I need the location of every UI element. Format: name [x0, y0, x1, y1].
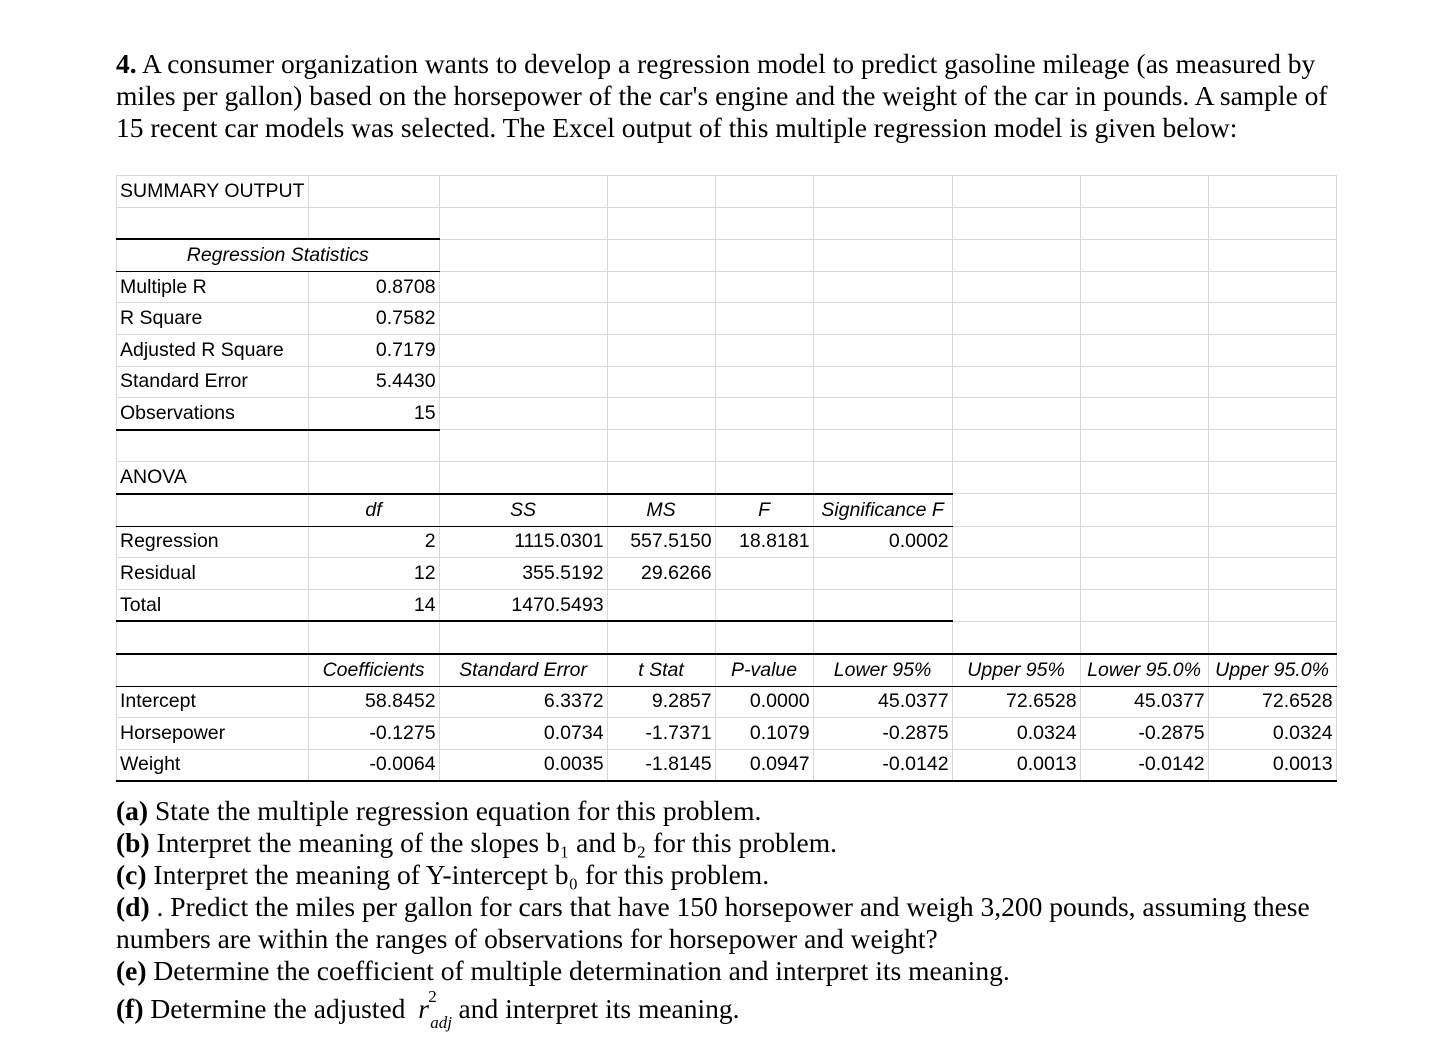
- coef-header: Lower 95%: [813, 654, 952, 686]
- empty-cell: [1208, 303, 1336, 335]
- question-text: Interpret the meaning of Y-intercept b₀ for this problem.: [153, 859, 770, 890]
- empty-cell: [607, 366, 715, 398]
- empty-cell: [952, 621, 1080, 654]
- empty-cell: [1208, 271, 1336, 303]
- stat-value: 0.8708: [308, 271, 439, 303]
- coef-header: Upper 95%: [952, 654, 1080, 686]
- anova-header: Significance F: [813, 494, 952, 526]
- empty-cell: [952, 334, 1080, 366]
- empty-cell: [439, 366, 607, 398]
- empty-cell: [952, 303, 1080, 335]
- empty-cell: [813, 621, 952, 654]
- empty-cell: [715, 366, 813, 398]
- anova-header: F: [715, 494, 813, 526]
- coef-value: -1.8145: [607, 749, 715, 781]
- anova-source-label: Residual: [117, 558, 309, 590]
- coef-value: -0.2875: [1080, 718, 1208, 750]
- empty-cell: [813, 366, 952, 398]
- superscript: 2: [428, 987, 437, 1006]
- stat-row: [117, 334, 1337, 366]
- empty-cell: [813, 462, 952, 494]
- coef-value: 9.2857: [607, 686, 715, 718]
- empty-cell: [607, 207, 715, 239]
- coef-header: Coefficients: [308, 654, 439, 686]
- coef-value: 45.0377: [1080, 686, 1208, 718]
- question-text: . Predict the miles per gallon for cars that have 150 horsepower and weigh 3,200 pounds, assuming these numbers are within the ranges of observations for horsepower and weight?: [116, 891, 1310, 954]
- question-f: [116, 987, 1346, 1032]
- coefficients-header-row: [117, 654, 1337, 686]
- question-b: [116, 827, 1346, 859]
- empty-cell: [308, 462, 439, 494]
- coef-value: -0.2875: [813, 718, 952, 750]
- empty-cell: [813, 239, 952, 271]
- coef-value: 0.0000: [715, 686, 813, 718]
- empty-cell: [439, 207, 607, 239]
- sheet-row: [117, 176, 1337, 208]
- stat-label: Observations: [117, 398, 309, 430]
- empty-cell: [439, 334, 607, 366]
- question-d: [116, 891, 1346, 955]
- anova-df: 2: [308, 526, 439, 558]
- empty-cell: [439, 462, 607, 494]
- coef-value: 6.3372: [439, 686, 607, 718]
- empty-cell: [813, 271, 952, 303]
- anova-header: SS: [439, 494, 607, 526]
- stat-value: 5.4430: [308, 366, 439, 398]
- empty-cell: [1208, 207, 1336, 239]
- sheet-row: [117, 207, 1337, 239]
- empty-cell: [952, 430, 1080, 462]
- anova-header: MS: [607, 494, 715, 526]
- empty-cell: [1208, 462, 1336, 494]
- anova-header: df: [308, 494, 439, 526]
- empty-cell: [607, 462, 715, 494]
- empty-cell: [439, 398, 607, 430]
- empty-cell: [952, 589, 1080, 621]
- empty-cell: [1208, 239, 1336, 271]
- anova-ms: 557.5150: [607, 526, 715, 558]
- anova-row: [117, 558, 1337, 590]
- empty-cell: [1208, 398, 1336, 430]
- question-c: [116, 859, 1346, 891]
- anova-ss: 355.5192: [439, 558, 607, 590]
- empty-cell: [607, 334, 715, 366]
- empty-cell: [607, 303, 715, 335]
- empty-cell: [1208, 176, 1336, 208]
- empty-cell: [715, 239, 813, 271]
- empty-cell: [1080, 271, 1208, 303]
- empty-cell: [607, 589, 715, 621]
- coef-value: -0.0064: [308, 749, 439, 781]
- empty-cell: [952, 176, 1080, 208]
- empty-cell: [715, 621, 813, 654]
- empty-cell: [1080, 526, 1208, 558]
- empty-cell: [813, 334, 952, 366]
- anova-title: ANOVA: [117, 462, 309, 494]
- empty-cell: [1080, 589, 1208, 621]
- coef-value: 0.0013: [952, 749, 1080, 781]
- empty-cell: [813, 207, 952, 239]
- empty-cell: [439, 621, 607, 654]
- empty-cell: [952, 239, 1080, 271]
- empty-cell: [952, 462, 1080, 494]
- anova-df: 14: [308, 589, 439, 621]
- coef-value: 0.1079: [715, 718, 813, 750]
- question-text: State the multiple regression equation for this problem.: [154, 795, 762, 826]
- empty-cell: [813, 303, 952, 335]
- coef-value: 58.8452: [308, 686, 439, 718]
- coef-value: 0.0947: [715, 749, 813, 781]
- empty-cell: [1208, 558, 1336, 590]
- empty-cell: [607, 430, 715, 462]
- empty-cell: [1080, 494, 1208, 526]
- stat-row: [117, 303, 1337, 335]
- r-squared-adj-symbol: [418, 987, 453, 1032]
- coef-row: [117, 749, 1337, 781]
- question-text: Determine the coefficient of multiple determination and interpret its meaning.: [153, 955, 1010, 986]
- anova-ss: 1470.5493: [439, 589, 607, 621]
- empty-cell: [952, 494, 1080, 526]
- empty-cell: [1208, 430, 1336, 462]
- problem-statement: [116, 48, 1346, 144]
- empty-cell: [952, 398, 1080, 430]
- problem-text: A consumer organization wants to develop a regression model to predict gasoline mileage (as measured by miles per gallon) based on the horsepower of the car's engine and the weight of the car in pounds. A sample of 15 recent car models was selected. The Excel output of this multiple regression model is given below:: [116, 48, 1328, 143]
- anova-f: 18.8181: [715, 526, 813, 558]
- empty-cell: [715, 334, 813, 366]
- empty-cell: [1208, 334, 1336, 366]
- sheet-row: [117, 430, 1337, 462]
- anova-ms: 29.6266: [607, 558, 715, 590]
- empty-cell: [1080, 334, 1208, 366]
- coef-value: 0.0324: [952, 718, 1080, 750]
- empty-cell: [1080, 207, 1208, 239]
- empty-cell: [952, 207, 1080, 239]
- coef-header: P-value: [715, 654, 813, 686]
- empty-cell: [439, 430, 607, 462]
- empty-cell: [117, 654, 309, 686]
- stat-row: [117, 398, 1337, 430]
- empty-cell: [607, 271, 715, 303]
- regression-statistics-header-row: [117, 239, 1337, 271]
- coef-value: 0.0035: [439, 749, 607, 781]
- stat-row: [117, 366, 1337, 398]
- coef-header: Upper 95.0%: [1208, 654, 1336, 686]
- coef-value: 45.0377: [813, 686, 952, 718]
- empty-cell: [715, 303, 813, 335]
- sheet-row: [117, 621, 1337, 654]
- empty-cell: [1208, 366, 1336, 398]
- empty-cell: [715, 430, 813, 462]
- anova-source-label: Total: [117, 589, 309, 621]
- problem-number: 4.: [116, 48, 137, 79]
- empty-cell: [308, 430, 439, 462]
- coef-label: Intercept: [117, 686, 309, 718]
- empty-cell: [715, 558, 813, 590]
- coef-value: -1.7371: [607, 718, 715, 750]
- anova-row: [117, 589, 1337, 621]
- question-list: [116, 795, 1346, 1032]
- empty-cell: [715, 271, 813, 303]
- coef-value: -0.0142: [813, 749, 952, 781]
- question-e: [116, 955, 1346, 987]
- coef-label: Horsepower: [117, 718, 309, 750]
- question-label: (d): [116, 891, 150, 922]
- empty-cell: [813, 589, 952, 621]
- anova-significance-f: 0.0002: [813, 526, 952, 558]
- empty-cell: [715, 398, 813, 430]
- empty-cell: [308, 207, 439, 239]
- empty-cell: [952, 558, 1080, 590]
- empty-cell: [715, 462, 813, 494]
- empty-cell: [439, 271, 607, 303]
- empty-cell: [439, 239, 607, 271]
- empty-cell: [715, 207, 813, 239]
- anova-title-row: [117, 462, 1337, 494]
- empty-cell: [1080, 239, 1208, 271]
- empty-cell: [1208, 526, 1336, 558]
- stat-value: 0.7582: [308, 303, 439, 335]
- coef-row: [117, 718, 1337, 750]
- stat-label: Multiple R: [117, 271, 309, 303]
- empty-cell: [952, 526, 1080, 558]
- question-label: (e): [116, 955, 147, 986]
- coef-value: 0.0324: [1208, 718, 1336, 750]
- stat-label: Adjusted R Square: [117, 334, 309, 366]
- coef-header: Lower 95.0%: [1080, 654, 1208, 686]
- regression-statistics-heading: Regression Statistics: [117, 239, 440, 271]
- question-label: (b): [116, 827, 150, 858]
- coef-header: Standard Error: [439, 654, 607, 686]
- coef-value: 0.0013: [1208, 749, 1336, 781]
- coef-value: 72.6528: [1208, 686, 1336, 718]
- question-text: Interpret the meaning of the slopes b₁ and b₂ for this problem.: [156, 827, 838, 858]
- empty-cell: [813, 430, 952, 462]
- stat-label: Standard Error: [117, 366, 309, 398]
- stat-row: [117, 271, 1337, 303]
- empty-cell: [308, 176, 439, 208]
- coef-value: 72.6528: [952, 686, 1080, 718]
- empty-cell: [117, 621, 309, 654]
- empty-cell: [952, 271, 1080, 303]
- coef-value: -0.1275: [308, 718, 439, 750]
- empty-cell: [1080, 176, 1208, 208]
- empty-cell: [308, 621, 439, 654]
- empty-cell: [117, 494, 309, 526]
- empty-cell: [117, 430, 309, 462]
- subscript: adj: [430, 1013, 453, 1032]
- empty-cell: [607, 621, 715, 654]
- empty-cell: [952, 366, 1080, 398]
- empty-cell: [715, 589, 813, 621]
- question-text: and interpret its meaning.: [458, 993, 740, 1024]
- empty-cell: [439, 176, 607, 208]
- question-a: [116, 795, 1346, 827]
- empty-cell: [1080, 558, 1208, 590]
- empty-cell: [439, 303, 607, 335]
- summary-output-title: SUMMARY OUTPUT: [117, 176, 309, 208]
- empty-cell: [813, 176, 952, 208]
- empty-cell: [1208, 621, 1336, 654]
- empty-cell: [1080, 430, 1208, 462]
- coef-row: [117, 686, 1337, 718]
- empty-cell: [1080, 621, 1208, 654]
- empty-cell: [813, 558, 952, 590]
- empty-cell: [607, 398, 715, 430]
- empty-cell: [715, 176, 813, 208]
- empty-cell: [1080, 398, 1208, 430]
- empty-cell: [1080, 303, 1208, 335]
- stat-value: 15: [308, 398, 439, 430]
- anova-row: [117, 526, 1337, 558]
- anova-ss: 1115.0301: [439, 526, 607, 558]
- question-text: Determine the adjusted: [150, 993, 406, 1024]
- anova-source-label: Regression: [117, 526, 309, 558]
- coef-header: t Stat: [607, 654, 715, 686]
- coef-value: -0.0142: [1080, 749, 1208, 781]
- coef-value: 0.0734: [439, 718, 607, 750]
- empty-cell: [607, 239, 715, 271]
- empty-cell: [813, 398, 952, 430]
- coef-label: Weight: [117, 749, 309, 781]
- empty-cell: [1080, 462, 1208, 494]
- r-symbol: r: [418, 993, 429, 1024]
- empty-cell: [1208, 494, 1336, 526]
- empty-cell: [1080, 366, 1208, 398]
- anova-header-row: [117, 494, 1337, 526]
- excel-summary-output: [116, 175, 1337, 782]
- question-label: (a): [116, 795, 149, 826]
- stat-label: R Square: [117, 303, 309, 335]
- empty-cell: [117, 207, 309, 239]
- stat-value: 0.7179: [308, 334, 439, 366]
- question-label: (c): [116, 859, 147, 890]
- empty-cell: [607, 176, 715, 208]
- anova-df: 12: [308, 558, 439, 590]
- question-label: (f): [116, 993, 144, 1024]
- empty-cell: [1208, 589, 1336, 621]
